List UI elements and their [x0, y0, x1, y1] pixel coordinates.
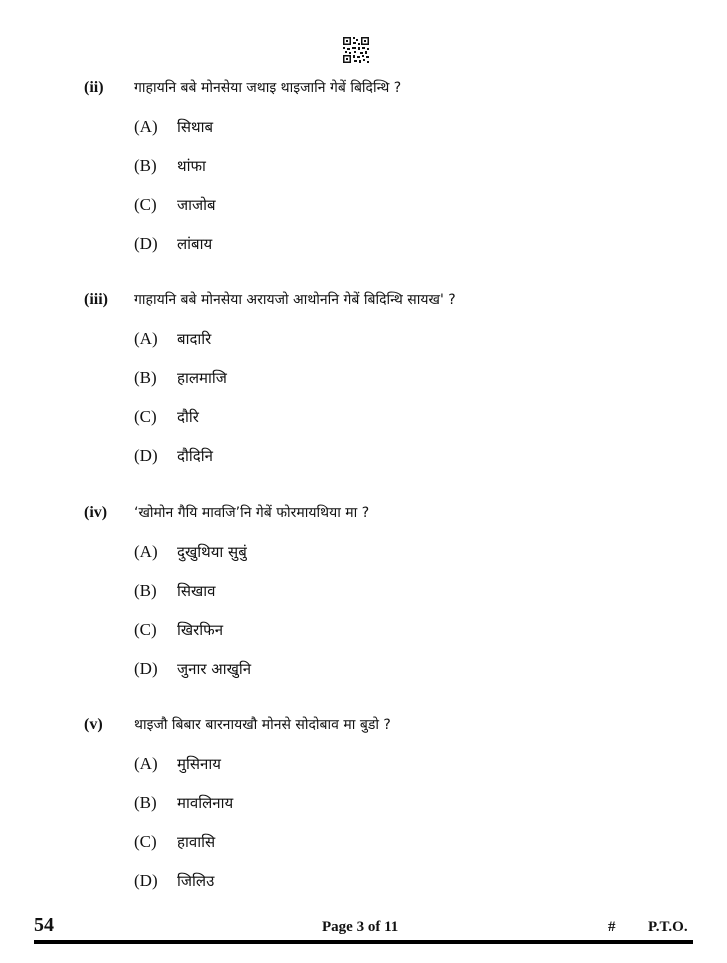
- option-text: दौरि: [177, 408, 199, 426]
- option-label: (D): [134, 871, 158, 890]
- option-d: [0, 656, 727, 682]
- option-b: [0, 790, 727, 816]
- option-label: (B): [134, 581, 157, 600]
- option-label: (A): [134, 754, 158, 773]
- option-label: (C): [134, 407, 157, 426]
- option-label: (D): [134, 446, 158, 465]
- option-b: [0, 365, 727, 391]
- option-text: जुनार आखुनि: [177, 660, 252, 678]
- option-c: [0, 829, 727, 855]
- option-text: बादारि: [177, 330, 212, 348]
- question-number: (iv): [84, 504, 108, 521]
- option-text: खिरफिन: [177, 621, 224, 639]
- option-d: [0, 443, 727, 469]
- question-header: [0, 501, 727, 525]
- option-c: [0, 192, 727, 218]
- option-text: मुसिनाय: [177, 755, 221, 773]
- question-header: [0, 76, 727, 100]
- option-label: (A): [134, 117, 158, 136]
- option-text: सिखाव: [177, 582, 216, 600]
- option-label: (A): [134, 542, 158, 561]
- question-header: [0, 713, 727, 737]
- option-text: जाजोब: [177, 196, 216, 214]
- option-text: जिलिउ: [177, 872, 215, 890]
- question-text: गाहायनि बबे मोनसेया अरायजो आथोननि गेबें बिदिन्थि सायख' ?: [134, 292, 456, 308]
- question-text: थाइजौ बिबार बारनायखौ मोनसे सोदोबाव मा बुडो ?: [134, 717, 391, 733]
- option-text: लांबाय: [177, 235, 213, 253]
- option-a: [0, 326, 727, 352]
- option-a: [0, 751, 727, 777]
- option-text: मावलिनाय: [177, 794, 234, 812]
- option-c: [0, 617, 727, 643]
- option-b: [0, 153, 727, 179]
- option-text: थांफा: [177, 157, 206, 175]
- option-c: [0, 404, 727, 430]
- option-text: हावासि: [177, 833, 216, 851]
- footer-rule: [34, 940, 693, 944]
- paper-code: 54: [34, 914, 54, 936]
- option-text: हालमाजि: [177, 369, 227, 387]
- option-label: (B): [134, 156, 157, 175]
- option-label: (A): [134, 329, 158, 348]
- hash-mark: #: [608, 919, 616, 935]
- option-text: दौदिनि: [177, 447, 213, 465]
- option-d: [0, 231, 727, 257]
- qr-code-icon: [342, 36, 370, 64]
- option-b: [0, 578, 727, 604]
- pto-label: P.T.O.: [648, 919, 688, 935]
- option-label: (C): [134, 832, 157, 851]
- option-label: (C): [134, 620, 157, 639]
- page-footer: [0, 908, 727, 948]
- question-header: [0, 288, 727, 312]
- option-text: सिथाब: [177, 118, 214, 136]
- option-label: (C): [134, 195, 157, 214]
- question-text: गाहायनि बबे मोनसेया जथाइ थाइजानि गेबें बिदिन्थि ?: [134, 80, 402, 96]
- question-number: (v): [84, 716, 103, 733]
- option-text: दुखुथिया सुबुं: [177, 543, 247, 561]
- option-d: [0, 868, 727, 894]
- question-number: (ii): [84, 79, 104, 96]
- option-label: (B): [134, 368, 157, 387]
- option-label: (B): [134, 793, 157, 812]
- option-a: [0, 539, 727, 565]
- question-text: ‘खोमोन गैयि मावजि’नि गेबें फोरमायथिया मा ?: [134, 505, 370, 521]
- option-a: [0, 114, 727, 140]
- page-number: Page 3 of 11: [322, 919, 399, 935]
- question-number: (iii): [84, 291, 108, 308]
- option-label: (D): [134, 659, 158, 678]
- option-label: (D): [134, 234, 158, 253]
